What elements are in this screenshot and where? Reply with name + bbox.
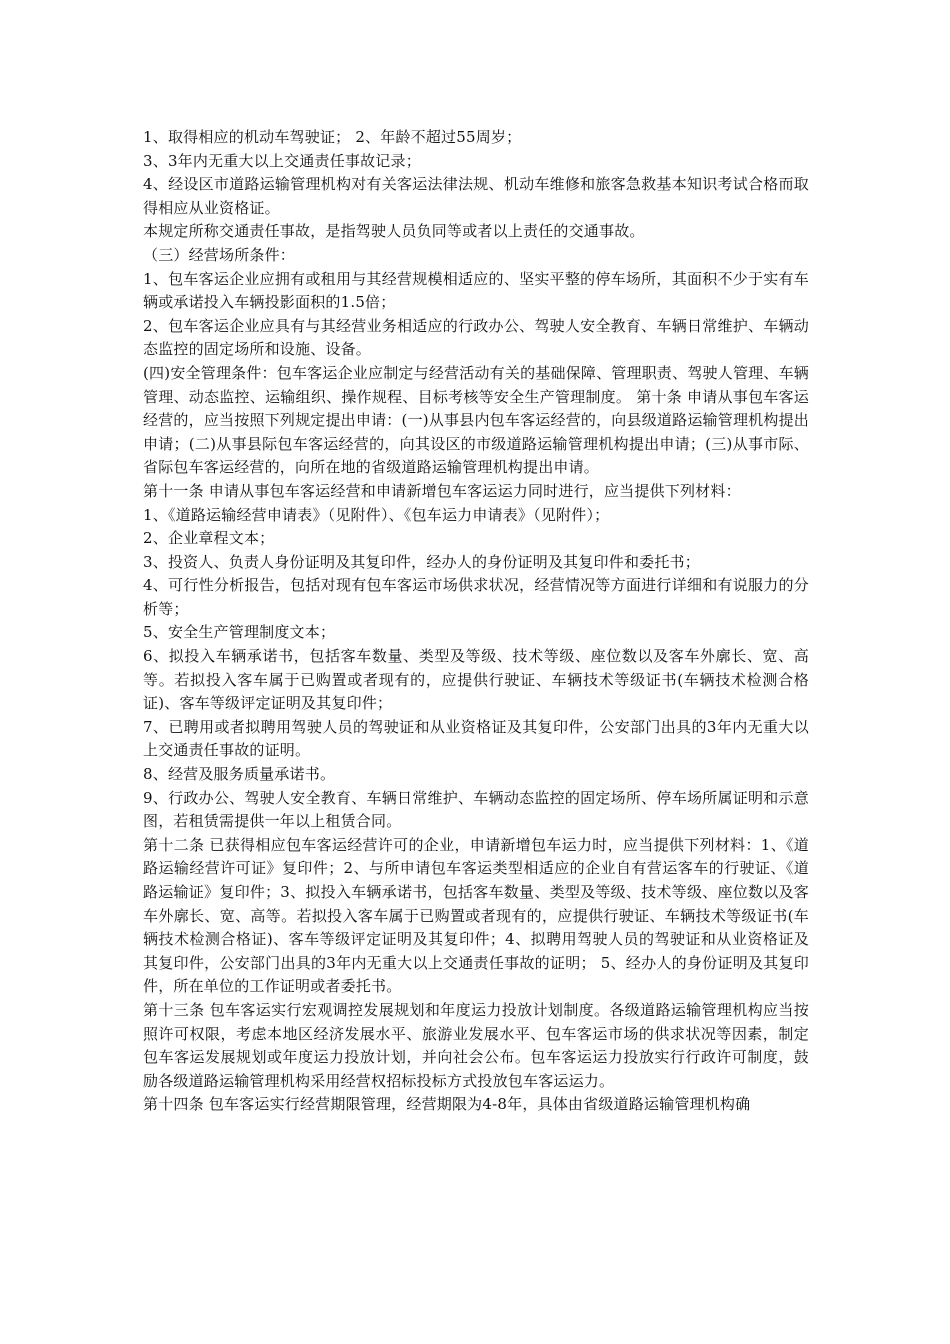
article-paragraph: 第十三条 包车客运实行宏观调控发展规划和年度运力投放计划制度。各级道路运输管理机构应当按照许可权限，考虑本地区经济发展水平、旅游业发展水平、包车客运市场的供求状况等因素，制定包车客运发展规划或年度运力投放计划，并向社会公布。包车客运运力投放实行行政许可制度，鼓励各级道路运输管理机构采用经营权招标投标方式投放包车客运运力。	[143, 1000, 809, 1090]
section-heading: （三）经营场所条件：	[143, 245, 296, 264]
document-body	[143, 126, 809, 1117]
paragraph: 6、拟投入车辆承诺书，包括客车数量、类型及等级、技术等级、座位数以及客车外廓长、宽、高等。若拟投入客车属于已购置或者现有的，应提供行驶证、车辆技术等级证书(车辆技术检测合格证)、客车等级评定证明及其复印件；	[143, 647, 809, 713]
paragraph: 2、企业章程文本；	[143, 529, 275, 548]
paragraph: 5、安全生产管理制度文本；	[143, 623, 336, 642]
article-paragraph: 第十二条 已获得相应包车客运经营许可的企业，申请新增包车运力时，应当提供下列材料：1、《道路运输经营许可证》复印件；2、与所申请包车客运类型相适应的企业自有营运客车的行驶证、《道路运输证》复印件；3、拟投入车辆承诺书，包括客车数量、类型及等级、技术等级、座位数以及客车外廓长、宽、高等。若拟投入客车属于已购置或者现有的，应提供行驶证、车辆技术等级证书(车辆技术检测合格证)、客车等级评定证明及其复印件；4、拟聘用驾驶人员的驾驶证和从业资格证及其复印件，公安部门出具的3年内无重大以上交通责任事故的证明； 5、经办人的身份证明及其复印件，所在单位的工作证明或者委托书。	[143, 835, 809, 996]
paragraph: 3、3年内无重大以上交通责任事故记录；	[143, 151, 421, 170]
paragraph: 本规定所称交通责任事故，是指驾驶人员负同等或者以上责任的交通事故。	[143, 222, 645, 241]
paragraph: 8、经营及服务质量承诺书。	[143, 765, 336, 784]
paragraph: 7、已聘用或者拟聘用驾驶人员的驾驶证和从业资格证及其复印件，公安部门出具的3年内无重大以上交通责任事故的证明。	[143, 717, 809, 760]
paragraph: 4、经设区市道路运输管理机构对有关客运法律法规、机动车维修和旅客急救基本知识考试合格而取得相应从业资格证。	[143, 175, 809, 217]
paragraph: 2、包车客运企业应具有与其经营业务相适应的行政办公、驾驶人安全教育、车辆日常维护、车辆动态监控的固定场所和设施、设备。	[143, 316, 809, 359]
paragraph: 9、行政办公、驾驶人安全教育、车辆日常维护、车辆动态监控的固定场所、停车场所属证明和示意图，若租赁需提供一年以上租赁合同。	[143, 788, 809, 831]
paragraph: (四)安全管理条件：包车客运企业应制定与经营活动有关的基础保障、管理职责、驾驶人管理、车辆管理、动态监控、运输组织、操作规程、目标考核等安全生产管理制度。 第十条 申请从事包车客运经营的，应当按照下列规定提出申请：(一)从事县内包车客运经营的，向县级道路运输管理机构提出申请；(二)从事县际包车客运经营的，向其设区的市级道路运输管理机构提出申请；(三)从事市际、省际包车客运经营的，向所在地的省级道路运输管理机构提出申请。	[143, 363, 809, 477]
paragraph: 3、投资人、负责人身份证明及其复印件，经办人的身份证明及其复印件和委托书；	[143, 552, 700, 571]
paragraph: 1、《道路运输经营申请表》（见附件）、《包车运力申请表》（见附件）；	[143, 505, 610, 524]
article-paragraph: 第十四条 包车客运实行经营期限管理，经营期限为4-8年，具体由省级道路运输管理机构确	[143, 1095, 751, 1114]
paragraph: 1、取得相应的机动车驾驶证； 2、年龄不超过55周岁；	[143, 128, 522, 146]
paragraph: 4、可行性分析报告，包括对现有包车客运市场供求状况，经营情况等方面进行详细和有说服力的分析等；	[143, 576, 809, 618]
paragraph: 1、包车客运企业应拥有或租用与其经营规模相适应的、坚实平整的停车场所，其面积不少于实有车辆或承诺投入车辆投影面积的1.5倍；	[143, 269, 809, 312]
article-paragraph: 第十一条 申请从事包车客运经营和申请新增包车客运运力同时进行，应当提供下列材料：	[143, 481, 741, 500]
